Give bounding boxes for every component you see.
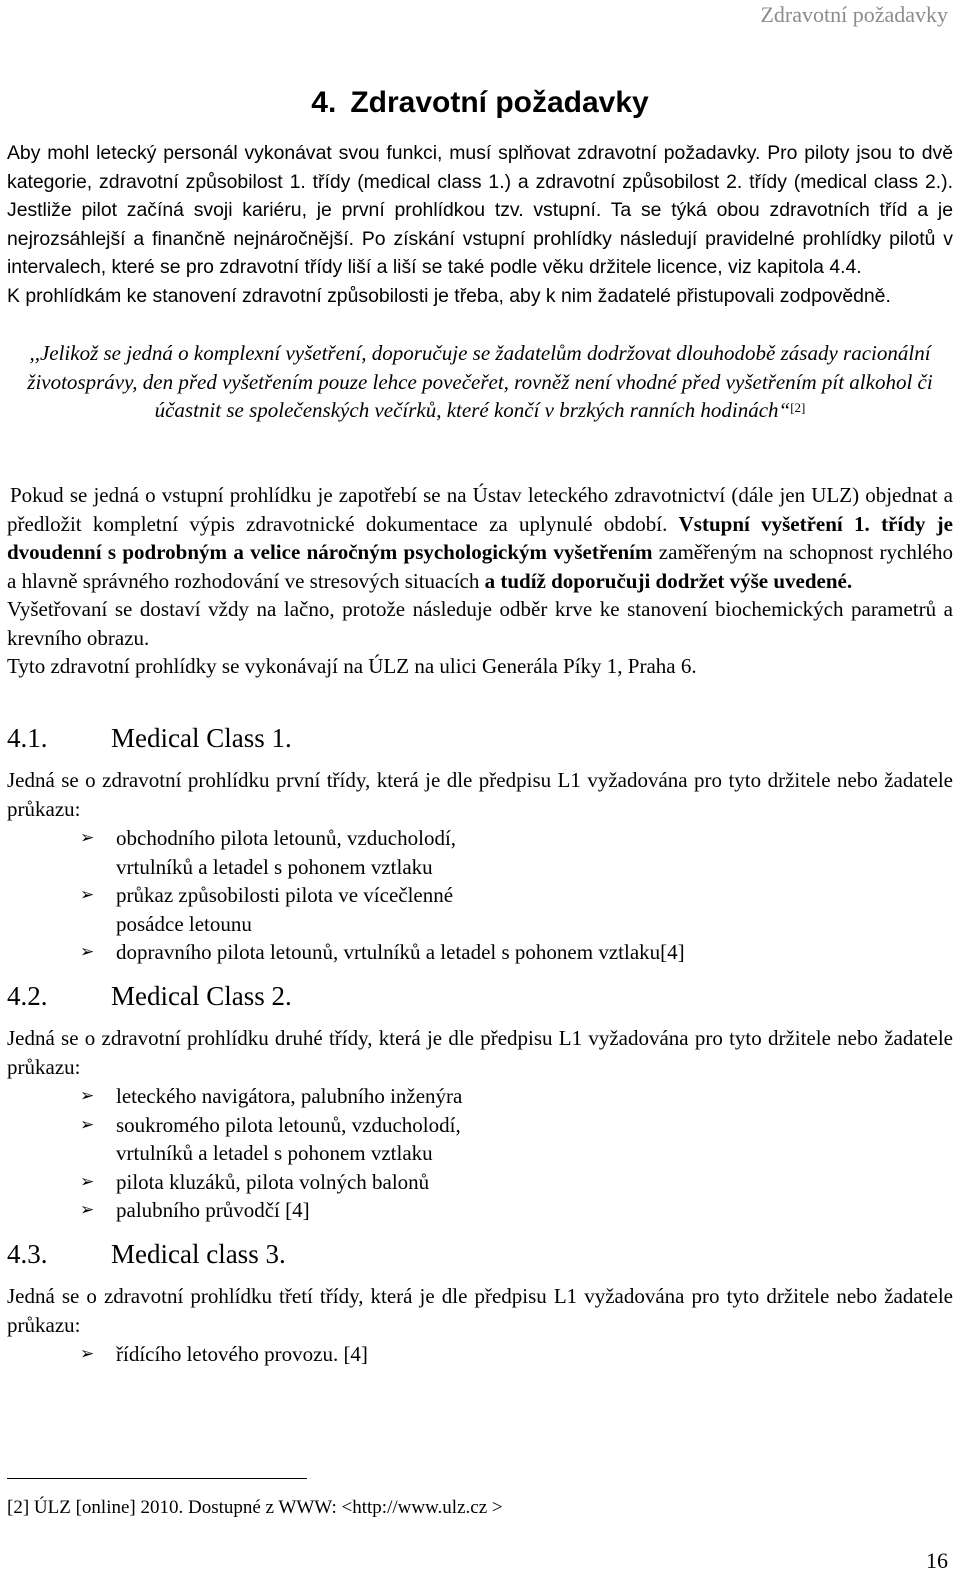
section-number: 4.1.	[7, 723, 48, 753]
arrow-bullet-icon: ➢	[80, 1114, 95, 1135]
arrow-bullet-icon: ➢	[80, 1086, 95, 1106]
body-paragraph-4: Vyšetřovaní se dostaví vždy na lačno, protože následuje odběr krve ke stanovení biochemických parametrů a krevního obrazu.	[7, 597, 953, 650]
footnote-separator	[7, 1478, 307, 1479]
arrow-bullet-icon: ➢	[80, 1344, 95, 1364]
footnote: [2] ÚLZ [online] 2010. Dostupné z WWW: <http://www.ulz.cz >	[7, 1497, 503, 1518]
intro-block	[7, 139, 953, 310]
body-block	[7, 481, 953, 681]
list-item: ➢ řídícího letového provozu. [4]	[80, 1340, 368, 1369]
section-4-2-list	[80, 1082, 462, 1225]
section-heading-4-1	[7, 721, 292, 755]
running-header: Zdravotní požadavky	[760, 2, 948, 27]
page-number: 16	[926, 1548, 948, 1573]
section-4-2-intro: Jedná se o zdravotní prohlídku druhé třídy, která je dle předpisu L1 vyžadována pro tyto držitele nebo žadatele průkazu:	[7, 1026, 953, 1079]
list-item: ➢ obchodního pilota letounů, vzducholodí, vrtulníků a letadel s pohonem vztlaku	[80, 826, 457, 879]
chapter-title	[0, 86, 960, 120]
section-number: 4.3.	[7, 1239, 48, 1269]
intro-paragraph-1: Aby mohl letecký personál vykonávat svou funkci, musí splňovat zdravotní požadavky. Pro piloty jsou to dvě kategorie, zdravotní způsobilost 1. třídy (medical class 1.) a zdravotní způsobilost 2. třídy (medical class 2.). Jestliže pilot začíná svoji kariéru, je první prohlídkou tzv. vstupní. Ta se týká obou zdravotních tříd a je nejrozsáhlejší a finančně nejnáročnější. Po získání vstupní prohlídky následují pravidelné prohlídky pilotů v intervalech, které se pro zdravotní třídy liší a liší se také podle věku držitele licence, viz kapitola 4.4.	[7, 142, 953, 278]
section-title: Medical class 3.	[111, 1239, 286, 1269]
arrow-bullet-icon: ➢	[80, 1200, 95, 1220]
section-4-3-list	[80, 1340, 368, 1369]
intro-paragraph-2: K prohlídkám ke stanovení zdravotní způsobilosti je třeba, aby k nim žadatelé přistupovali zodpovědně.	[7, 284, 891, 307]
section-4-1-list	[80, 824, 685, 967]
p3-text-c: zaměřeným na schopnost rychlého a hlavně správného rozhodování ve stresových situacích	[7, 540, 953, 593]
list-item: ➢ pilota kluzáků, pilota volných balonů	[80, 1168, 462, 1197]
quote-text: ,,Jelikož se jedná o komplexní vyšetření, doporučuje se žadatelům dodržovat dlouhodobě zásady racionální životosprávy, den před vyšetřením pouze lehce povečeřet, rovněž není vhodné před vyšetřením pít alkohol či účastnit se společenských večírků, které končí v brzkých ranních hodinách“	[27, 341, 933, 422]
quote-reference: [2]	[790, 400, 806, 415]
section-4-3-intro: Jedná se o zdravotní prohlídku třetí třídy, která je dle předpisu L1 vyžadována pro tyto držitele nebo žadatele průkazu:	[7, 1284, 953, 1337]
list-item: ➢ soukromého pilota letounů, vzducholodí, vrtulníků a letadel s pohonem vztlaku	[80, 1112, 461, 1165]
p3-bold-d: a tudíž doporučuji dodržet výše uvedené.	[484, 568, 853, 593]
list-item: ➢ palubního průvodčí [4]	[80, 1196, 462, 1225]
chapter-title-text: Zdravotní požadavky	[350, 86, 649, 119]
section-heading-4-2	[7, 979, 292, 1013]
section-4-1-intro: Jedná se o zdravotní prohlídku první třídy, která je dle předpisu L1 vyžadována pro tyto držitele nebo žadatele průkazu:	[7, 768, 953, 821]
list-item: ➢ leteckého navigátora, palubního inženýra	[80, 1082, 462, 1111]
p3-text-a: Pokud se jedná o vstupní prohlídku je zapotřebí se na Ústav leteckého zdravotnictví (dále jen ULZ) objednat a předložit kompletní výpis zdravotnické dokumentace za uplynulé období.	[7, 483, 953, 536]
arrow-bullet-icon: ➢	[80, 942, 95, 962]
arrow-bullet-icon: ➢	[80, 885, 95, 905]
body-paragraph-5: Tyto zdravotní prohlídky se vykonávají na ÚLZ na ulici Generála Píky 1, Praha 6.	[7, 654, 697, 678]
list-item: ➢ dopravního pilota letounů, vrtulníků a letadel s pohonem vztlaku[4]	[80, 938, 685, 967]
chapter-number: 4.	[311, 86, 337, 119]
arrow-bullet-icon: ➢	[80, 828, 95, 848]
section-heading-4-3	[7, 1237, 286, 1271]
section-number: 4.2.	[7, 981, 48, 1011]
quote-block	[7, 339, 953, 425]
body-paragraph-3	[7, 481, 953, 595]
section-title: Medical Class 2.	[111, 981, 292, 1011]
arrow-bullet-icon: ➢	[80, 1171, 95, 1192]
p3-bold-b: Vstupní vyšetření 1. třídy je dvoudenní s podrobným a velice náročným psychologickým vyšetřením	[7, 511, 953, 564]
section-title: Medical Class 1.	[111, 723, 292, 753]
list-item: ➢ průkaz způsobilosti pilota ve vícečlenné posádce letounu	[80, 883, 454, 936]
